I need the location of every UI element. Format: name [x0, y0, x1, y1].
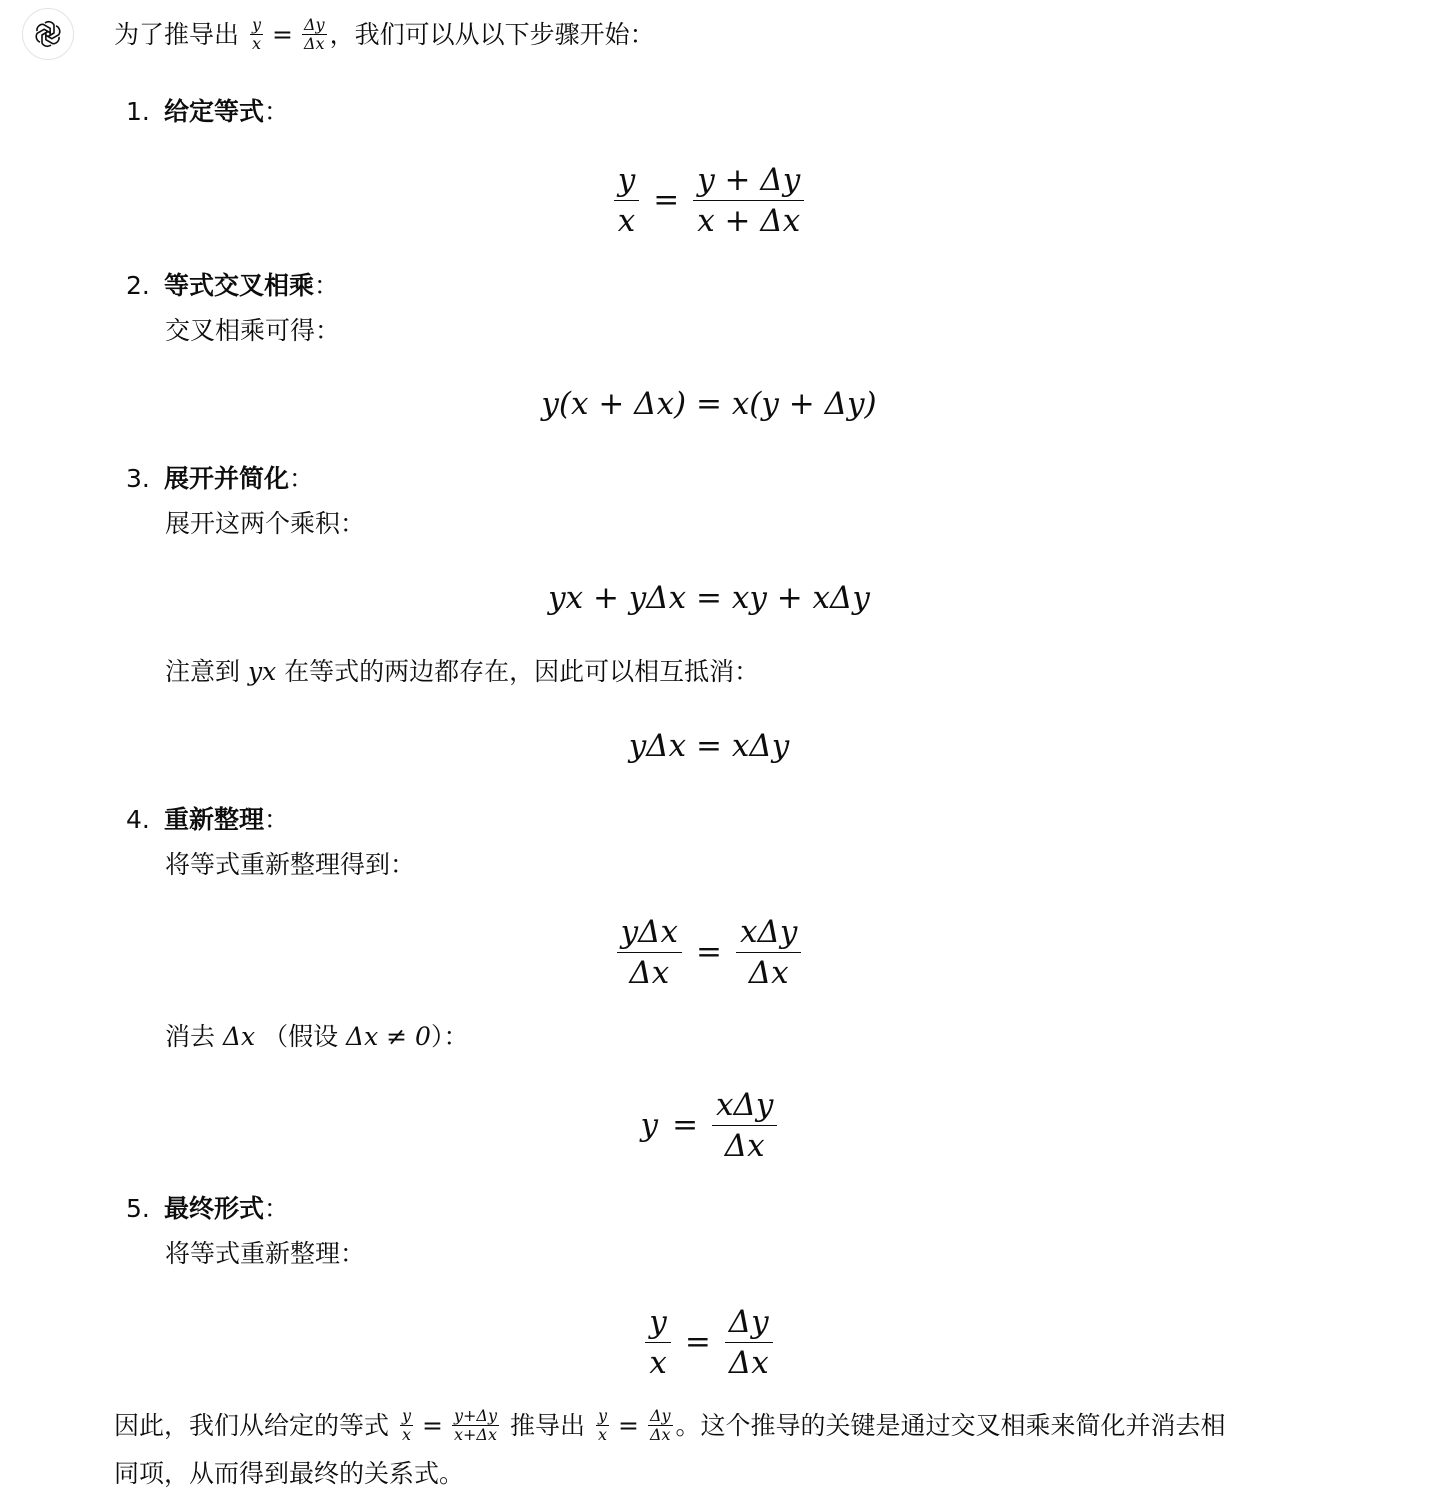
step-3-text: 展开这两个乘积：	[165, 509, 366, 538]
frac-numerator: Δy	[303, 14, 325, 34]
inline-math: Δx	[222, 1022, 256, 1051]
outro-text: 推导出	[509, 1411, 585, 1440]
note-text: ）：	[430, 1022, 469, 1051]
step-title: 展开并简化	[164, 464, 290, 493]
note-text: 注意到	[165, 657, 241, 686]
inline-fraction-y-over-x	[250, 16, 263, 53]
step-number: 2.	[126, 271, 150, 300]
step-colon: ：	[289, 464, 315, 493]
inline-math: Δx ≠ 0	[346, 1022, 431, 1051]
frac-numerator: yΔx	[617, 912, 682, 953]
step-3-equation-1: yx + yΔx = xy + xΔy	[548, 580, 870, 616]
inline-fraction-y-over-x	[400, 1407, 413, 1444]
frac-denominator: x	[617, 202, 636, 239]
frac-numerator: y+Δy	[453, 1405, 498, 1425]
step-2-equation: y(x + Δx) = x(y + Δy)	[541, 386, 877, 422]
frac-denominator: x + Δx	[697, 202, 801, 239]
fraction	[736, 912, 801, 993]
equals-sign: =	[684, 1324, 711, 1360]
equals-sign: =	[272, 20, 293, 49]
step-3-heading	[126, 459, 314, 499]
note-text: （假设	[263, 1022, 339, 1051]
step-colon: ：	[314, 271, 340, 300]
intro-paragraph	[114, 11, 655, 59]
frac-denominator: Δx	[303, 33, 325, 53]
frac-denominator: Δx	[649, 1424, 671, 1444]
frac-numerator: y	[614, 160, 640, 201]
frac-denominator: x+Δx	[453, 1424, 497, 1444]
frac-numerator: y	[645, 1302, 671, 1343]
frac-denominator: x	[649, 1344, 667, 1381]
note-text: 消去	[165, 1022, 216, 1051]
fraction	[617, 912, 682, 993]
conclusion-paragraph	[114, 1402, 1244, 1498]
step-5-equation	[114, 1302, 1304, 1382]
inline-fraction-dy-over-dx	[648, 1407, 673, 1444]
equals-sign: =	[422, 1411, 443, 1440]
note-text: 在等式的两边都存在，因此可以相互抵消：	[284, 657, 760, 686]
assistant-avatar	[22, 8, 74, 60]
step-title: 最终形式	[164, 1194, 265, 1223]
fraction	[712, 1085, 777, 1166]
intro-prefix: 为了推导出	[114, 20, 240, 49]
fraction	[693, 160, 804, 241]
equation-lhs: y	[640, 1107, 659, 1143]
step-5-text: 将等式重新整理：	[165, 1239, 366, 1268]
fraction	[725, 1302, 773, 1383]
step-title: 给定等式	[164, 97, 265, 126]
step-3-equation-2: yΔx = xΔy	[628, 728, 790, 764]
frac-denominator: Δx	[724, 1127, 765, 1164]
step-number: 5.	[126, 1194, 150, 1223]
step-2-heading	[126, 266, 339, 306]
frac-denominator: Δx	[629, 954, 670, 991]
equals-sign: =	[696, 934, 722, 970]
step-4-equation-1	[114, 912, 1304, 992]
step-title: 重新整理	[164, 805, 265, 834]
step-4-equation-2	[114, 1085, 1304, 1165]
fraction	[614, 160, 640, 241]
equals-sign: =	[672, 1107, 699, 1143]
frac-numerator: y	[251, 14, 262, 34]
frac-numerator: y	[401, 1405, 412, 1425]
openai-logo-icon	[32, 18, 64, 50]
frac-numerator: xΔy	[712, 1085, 777, 1126]
equals-sign: =	[653, 182, 680, 218]
step-4-heading	[126, 800, 289, 840]
frac-numerator: Δy	[649, 1405, 671, 1425]
step-4-text: 将等式重新整理得到：	[165, 850, 416, 879]
outro-text: 。这个推导的关键是通过交叉相乘来简化并消去相同项，从而得到最终的关系式。	[114, 1411, 1226, 1488]
step-5-heading	[126, 1189, 289, 1229]
frac-denominator: x	[401, 1424, 411, 1444]
step-1-equation	[114, 160, 1304, 240]
equals-sign: =	[617, 1411, 639, 1440]
step-colon: ：	[264, 805, 290, 834]
frac-denominator: x	[251, 33, 261, 53]
inline-fraction-dy-over-dx	[302, 16, 327, 53]
step-colon: ：	[264, 1194, 290, 1223]
step-4-note	[165, 1017, 468, 1057]
inline-fraction-given	[452, 1407, 499, 1444]
inline-math: yx	[247, 657, 277, 686]
step-1-heading	[126, 92, 289, 132]
step-number: 4.	[126, 805, 150, 834]
outro-text: 因此，我们从给定的等式	[114, 1411, 390, 1440]
frac-numerator: y	[597, 1405, 607, 1425]
frac-denominator: Δx	[728, 1344, 769, 1381]
inline-fraction-y-over-x	[596, 1407, 609, 1444]
frac-numerator: Δy	[725, 1302, 773, 1343]
step-title: 等式交叉相乘	[164, 271, 315, 300]
step-colon: ：	[264, 97, 290, 126]
frac-numerator: xΔy	[736, 912, 801, 953]
frac-denominator: Δx	[748, 954, 789, 991]
frac-denominator: x	[597, 1424, 607, 1444]
step-3-note	[165, 652, 759, 692]
step-number: 1.	[126, 97, 150, 126]
fraction	[645, 1302, 671, 1383]
step-2-text: 交叉相乘可得：	[165, 316, 341, 345]
step-number: 3.	[126, 464, 150, 493]
frac-numerator: y + Δy	[693, 160, 804, 201]
intro-suffix: ，我们可以从以下步骤开始：	[329, 20, 655, 49]
